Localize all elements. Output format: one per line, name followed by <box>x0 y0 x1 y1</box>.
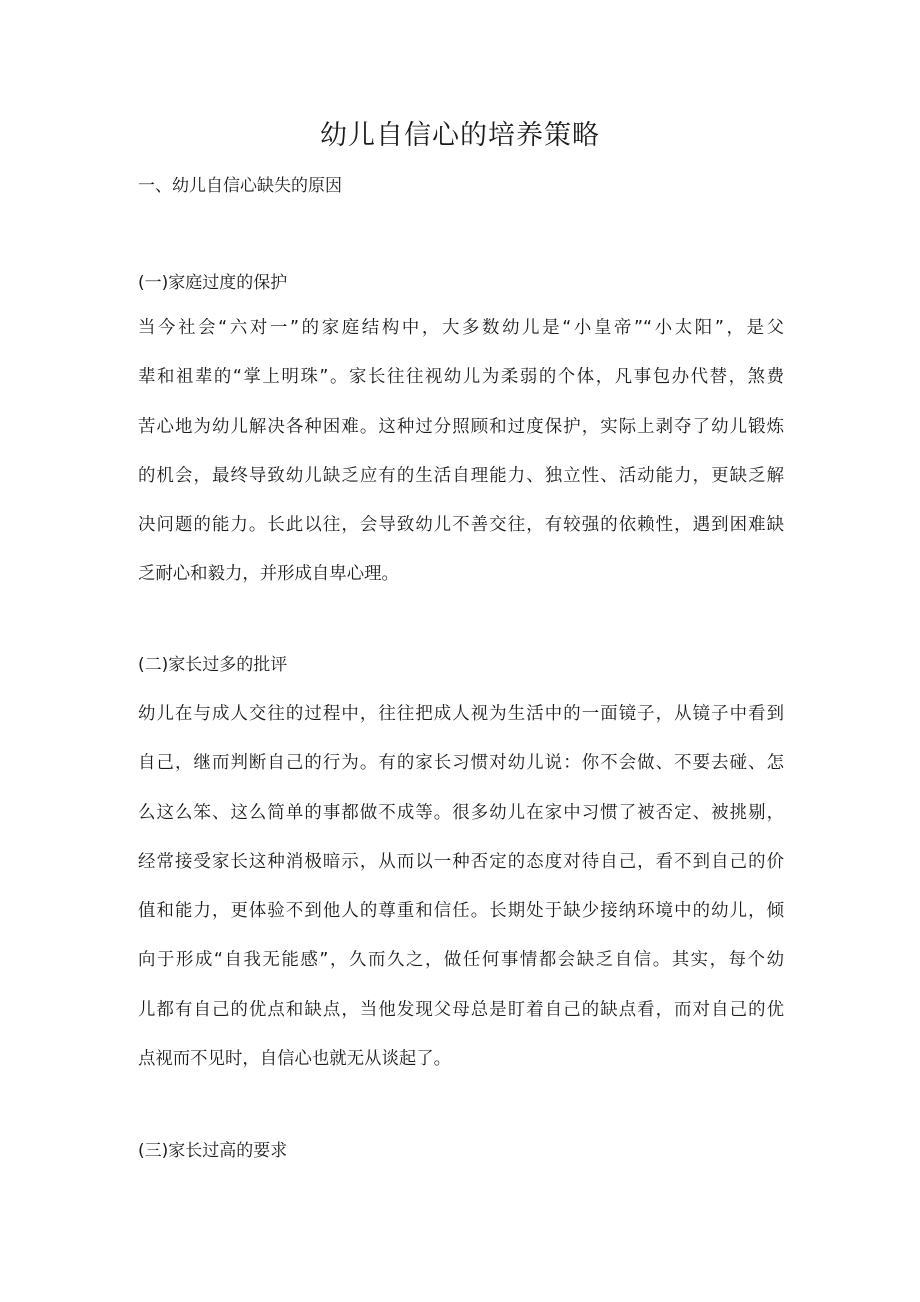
paragraph-line: 当今社会“六对一”的家庭结构中，大多数幼儿是“小皇帝”“小太阳”，是父 <box>138 318 784 338</box>
paragraph-line: 点视而不见时，自信心也就无从谈起了。 <box>138 1049 452 1070</box>
paragraph-line: 值和能力，更体验不到他人的尊重和信任。长期处于缺少接纳环境中的幼儿，倾 <box>138 901 784 922</box>
paragraph-line: 乏耐心和毅力，并形成自卑心理。 <box>138 564 399 585</box>
paragraph-line: 儿都有自己的优点和缺点，当他发现父母总是盯着自己的缺点看，而对自己的优 <box>138 999 784 1020</box>
paragraph-line: 苦心地为幼儿解决各种困难。这种过分照顾和过度保护，实际上剥夺了幼儿锻炼 <box>138 416 784 437</box>
paragraph-line: 幼儿在与成人交往的过程中，往往把成人视为生活中的一面镜子，从镜子中看到 <box>138 704 784 724</box>
paragraph-criticism <box>138 690 784 1084</box>
section-heading-causes: 一、幼儿自信心缺失的原因 <box>138 176 342 196</box>
subsection-heading-high-demands: (三)家长过高的要求 <box>138 1141 288 1161</box>
paragraph-line: 向于形成“自我无能感”，久而久之，做任何事情都会缺乏自信。其实，每个幼 <box>138 950 784 971</box>
paragraph-line: 么这么笨、这么简单的事都做不成等。很多幼儿在家中习惯了被否定、被挑剔， <box>138 802 784 823</box>
paragraph-overprotection <box>138 304 784 600</box>
paragraph-line: 决问题的能力。长此以往，会导致幼儿不善交往，有较强的依赖性，遇到困难缺 <box>138 515 784 536</box>
paragraph-line: 自己，继而判断自己的行为。有的家长习惯对幼儿说：你不会做、不要去碰、怎 <box>138 753 784 774</box>
subsection-heading-overprotection: (一)家庭过度的保护 <box>138 273 288 293</box>
paragraph-line: 的机会，最终导致幼儿缺乏应有的生活自理能力、独立性、活动能力，更缺乏解 <box>138 465 784 486</box>
subsection-heading-criticism: (二)家长过多的批评 <box>138 655 288 675</box>
document-title: 幼儿自信心的培养策略 <box>320 120 600 151</box>
paragraph-line: 辈和祖辈的“掌上明珠”。家长往往视幼儿为柔弱的个体，凡事包办代替，煞费 <box>138 367 784 388</box>
paragraph-line: 经常接受家长这种消极暗示，从而以一种否定的态度对待自己，看不到自己的价 <box>138 851 784 872</box>
